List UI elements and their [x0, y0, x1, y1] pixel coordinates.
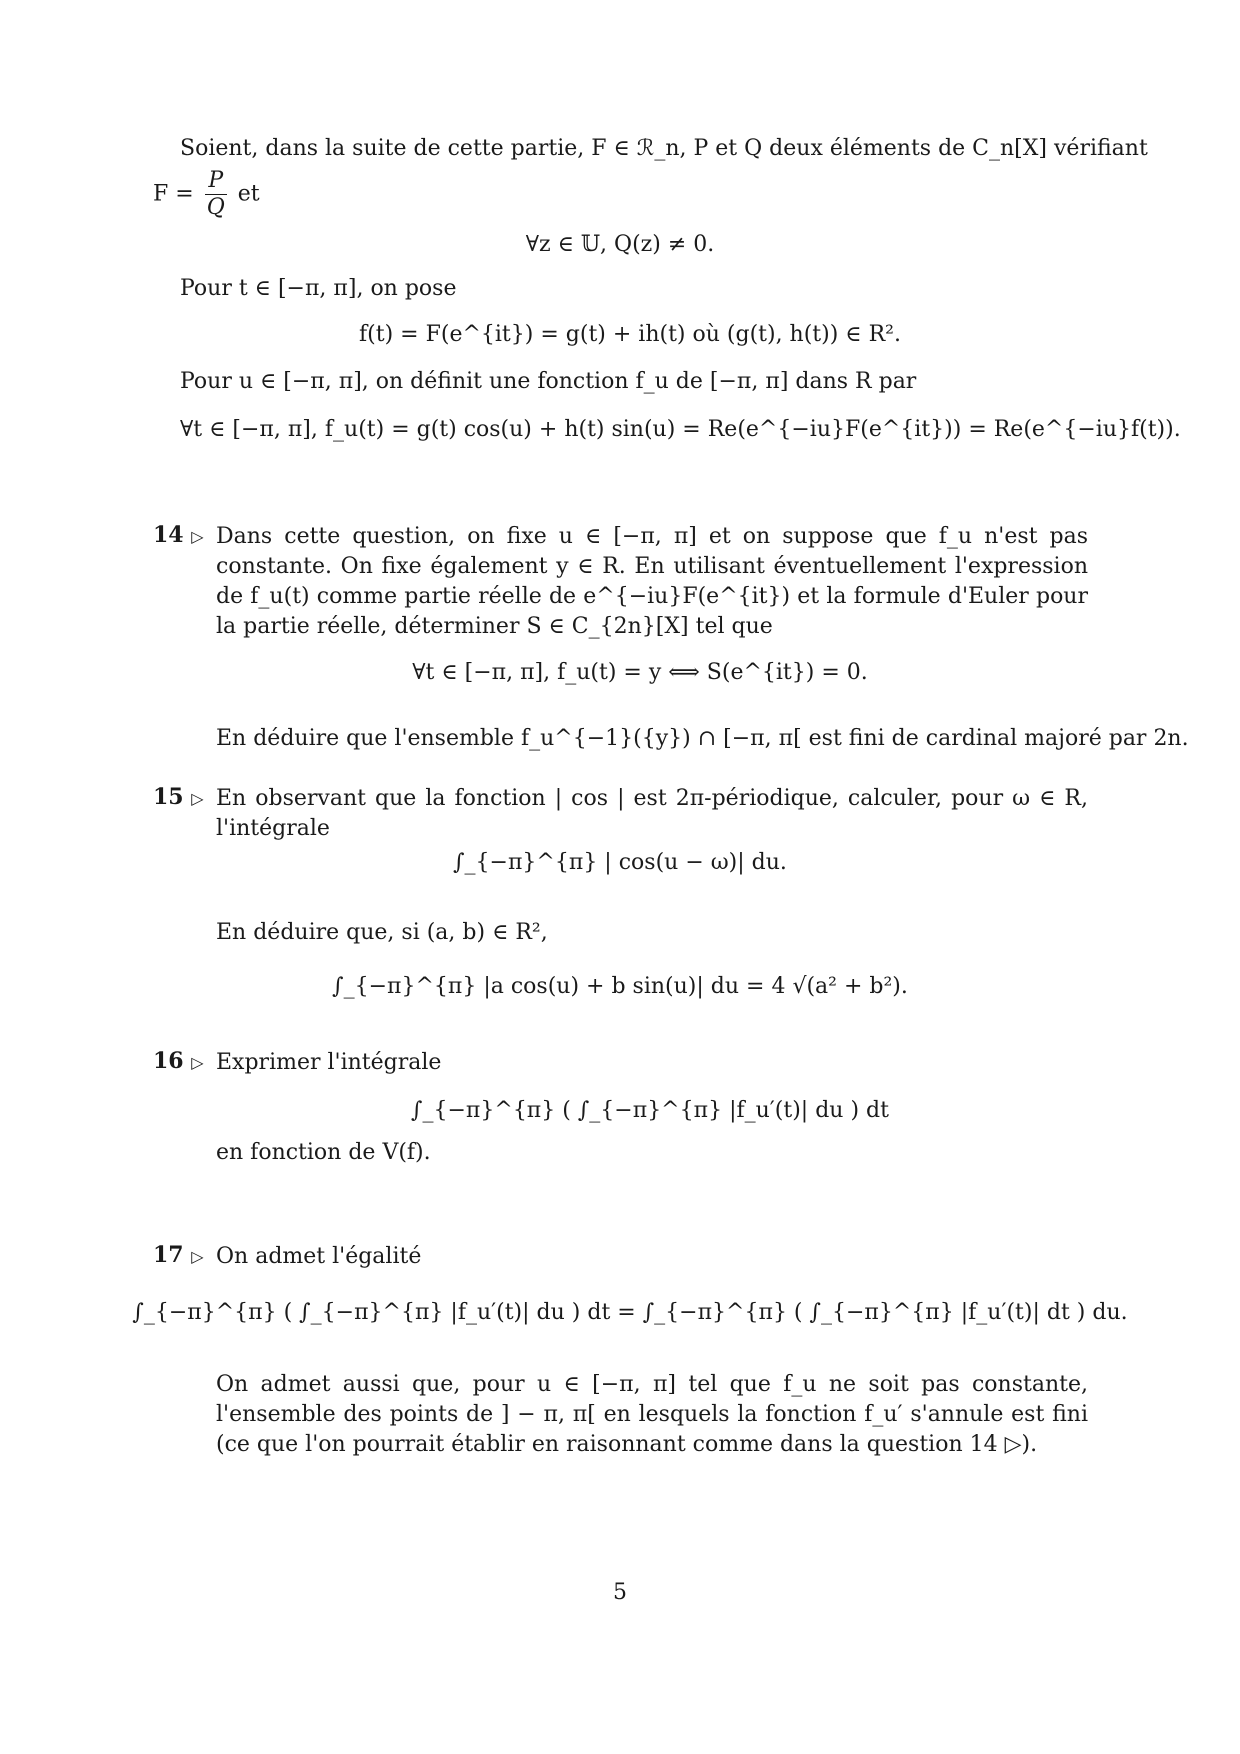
- question-14-conclusion: En déduire que l'ensemble f_u^{−1}({y}) ∩ [−π, π[ est fini de cardinal majoré par 2n.: [216, 726, 1189, 751]
- question-15-number: [153, 784, 204, 810]
- fraction-p-over-q: [205, 168, 227, 221]
- page-number: 5: [613, 1580, 627, 1605]
- intro-line2-lhs: F =: [153, 181, 194, 207]
- question-number: 17: [153, 1242, 184, 1268]
- triangle-marker-icon: ▷: [191, 527, 204, 546]
- equation-q-nonzero: ∀z ∈ 𝕌, Q(z) ≠ 0.: [525, 232, 715, 257]
- question-17-tail: On admet aussi que, pour u ∈ [−π, π] tel que f_u ne soit pas constante, l'ensemble des points de ] − π, π[ en lesquels la fonction f_u′ s'annule est fini (ce que l'on pourrait établir en raisonnant comme dans la question 14 ▷).: [216, 1372, 1088, 1457]
- question-number: 16: [153, 1048, 184, 1074]
- question-14-text: Dans cette question, on fixe u ∈ [−π, π] et on suppose que f_u n'est pas constante. On fixe également y ∈ R. En utilisant éventuellement l'expression de f_u(t) comme partie réelle de e^{−iu}F(e^{it}) et la formule d'Euler pour la partie réelle, déterminer S ∈ C_{2n}[X] tel que: [216, 524, 1088, 639]
- question-number: 15: [153, 784, 184, 810]
- question-17-fubini-equality: ∫_{−π}^{π} ( ∫_{−π}^{π} |f_u′(t)| du ) dt = ∫_{−π}^{π} ( ∫_{−π}^{π} |f_u′(t)| dt ) du.: [132, 1300, 1128, 1325]
- question-14-number: [153, 522, 204, 548]
- question-14-equation: ∀t ∈ [−π, π], f_u(t) = y ⟺ S(e^{it}) = 0.: [412, 660, 868, 685]
- question-number: 14: [153, 522, 184, 548]
- intro-line2-tail: et: [237, 181, 260, 207]
- question-16-number: [153, 1048, 204, 1074]
- question-15-integral-cos: ∫_{−π}^{π} | cos(u − ω)| du.: [453, 850, 787, 875]
- intro-line-4: Pour u ∈ [−π, π], on définit une fonction f_u de [−π, π] dans R par: [180, 369, 917, 394]
- fraction-denominator: Q: [206, 195, 225, 220]
- question-15-text: En observant que la fonction | cos | est 2π-périodique, calculer, pour ω ∈ R, l'intégrale: [216, 786, 1088, 841]
- question-17-number: [153, 1242, 204, 1268]
- question-16-text: Exprimer l'intégrale: [216, 1050, 442, 1075]
- triangle-marker-icon: ▷: [191, 789, 204, 808]
- intro-line-3: Pour t ∈ [−π, π], on pose: [180, 276, 457, 301]
- question-16-double-integral: ∫_{−π}^{π} ( ∫_{−π}^{π} |f_u′(t)| du ) dt: [411, 1098, 889, 1123]
- question-15-integral-result: ∫_{−π}^{π} |a cos(u) + b sin(u)| du = 4 √(a² + b²).: [332, 974, 908, 999]
- triangle-marker-icon: ▷: [191, 1053, 204, 1072]
- equation-f-definition: f(t) = F(e^{it}) = g(t) + ih(t) où (g(t), h(t)) ∈ R².: [359, 322, 901, 347]
- intro-fraction-line: [153, 168, 260, 221]
- fraction-numerator: P: [205, 168, 227, 195]
- triangle-marker-icon: ▷: [191, 1247, 204, 1266]
- equation-fu-definition: ∀t ∈ [−π, π], f_u(t) = g(t) cos(u) + h(t) sin(u) = Re(e^{−iu}F(e^{it})) = Re(e^{−iu}f(t)).: [180, 417, 1181, 442]
- question-15-deduction: En déduire que, si (a, b) ∈ R²,: [216, 920, 548, 945]
- question-16-tail: en fonction de V(f).: [216, 1140, 431, 1165]
- intro-line-1: Soient, dans la suite de cette partie, F ∈ ℛ_n, P et Q deux éléments de C_n[X] vérifiant: [180, 136, 1148, 161]
- question-17-text: On admet l'égalité: [216, 1244, 422, 1269]
